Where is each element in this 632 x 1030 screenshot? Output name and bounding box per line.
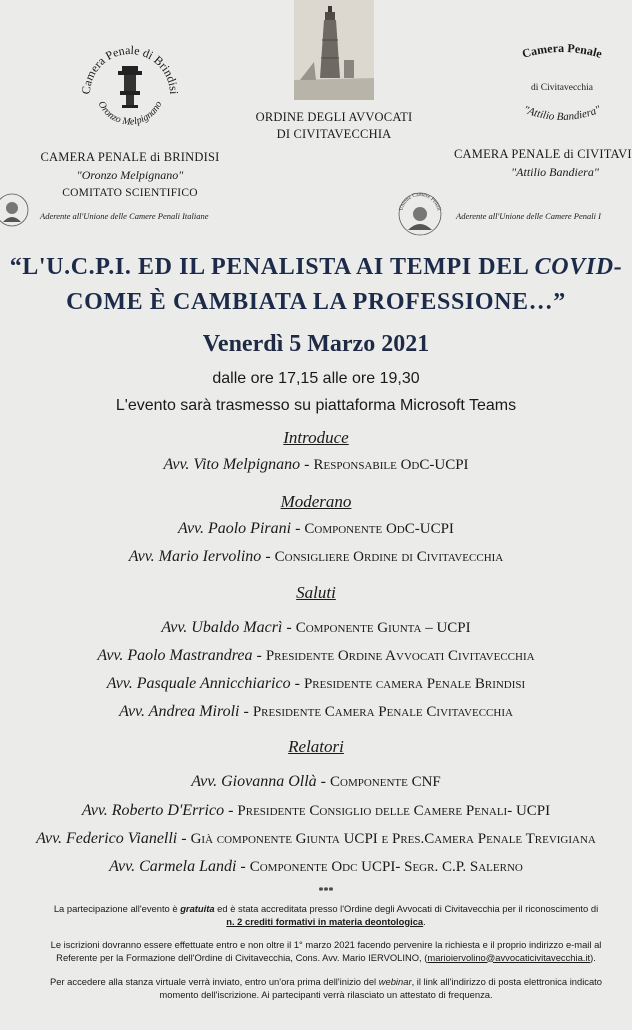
title-italic: COVID-	[534, 254, 623, 280]
p3-c: momento dell'iscrizione. Ai partecipanti verrà rilasciato un attestato di frequenza.	[159, 988, 493, 1000]
right-ucpi-seal	[396, 190, 444, 238]
person-role: Componente Odc UCPI- Segr. C.P. Salerno	[249, 859, 523, 875]
left-membership: Aderente all'Unione delle Camere Penali Italiane	[40, 211, 209, 221]
person-name: Avv. Andrea Miroli	[119, 703, 240, 720]
left-org-name: CAMERA PENALE di BRINDISI	[40, 150, 220, 164]
seal-arc-subtext: Oronzo Melpignano	[95, 99, 165, 128]
person-role: Presidente Camera Penale Civitavecchia	[252, 704, 513, 720]
section-relatori-heading: Relatori	[288, 737, 344, 756]
person-name: Avv. Carmela Landi	[109, 858, 237, 875]
person-row: Avv. Ubaldo Macrì - Componente Giunta – UCPI	[161, 619, 471, 636]
section-saluti-heading: Saluti	[296, 583, 336, 602]
person-name: Avv. Roberto D'Errico	[81, 802, 225, 819]
footer-paragraph-3	[0, 976, 632, 1001]
person-row: Avv. Pasquale Annicchiarico - Presidente camera Penale Brindisi	[106, 675, 526, 692]
center-org-line1: ORDINE DEGLI AVVOCATI	[255, 110, 413, 124]
person-row: Avv. Giovanna Ollà - Componente CNF	[191, 773, 441, 790]
person-name: Avv. Vito Melpignano	[163, 456, 301, 473]
separator: ***	[318, 886, 334, 897]
person-name: Avv. Paolo Pirani	[178, 520, 292, 537]
person-row: Avv. Roberto D'Errico - Presidente Consiglio delle Camere Penali- UCPI	[81, 802, 551, 819]
person-name: Avv. Ubaldo Macrì	[161, 619, 283, 636]
right-membership: Aderente all'Unione delle Camere Penali I	[456, 211, 601, 221]
person-name: Avv. Pasquale Annicchiarico	[106, 675, 291, 692]
lighthouse-image	[294, 0, 374, 100]
p1-b: gratuita	[180, 903, 215, 914]
p3-a: Per accedere alla stanza virtuale verrà inviato, entro un'ora prima dell'inizio del	[49, 976, 379, 987]
p2-c: ).	[590, 951, 596, 963]
left-ucpi-seal	[0, 192, 30, 228]
p2-a: Le iscrizioni dovranno essere effettuate entro e non oltre il 1° marzo 2021 facendo pervenire la richiesta e il proprio indirizzo e-mail al	[50, 939, 602, 950]
person-role: Già componente Giunta UCPI e Pres.Camera Penale Trevigiana	[190, 831, 596, 847]
person-name: Avv. Federico Vianelli	[36, 830, 178, 847]
person-role: Presidente Consiglio delle Camere Penali- UCPI	[237, 803, 551, 819]
left-org-subtitle: "Oronzo Melpignano"	[76, 168, 184, 182]
person-row: Avv. Paolo Pirani - Componente OdC-UCPI	[178, 520, 454, 537]
right-org-subtitle: "Attilio Bandiera"	[511, 165, 599, 179]
person-role: Responsabile OdC-UCPI	[313, 457, 469, 473]
person-name: Avv. Giovanna Ollà	[191, 773, 317, 790]
person-row: Avv. Andrea Miroli - Presidente Camera Penale Civitavecchia	[119, 703, 513, 720]
right-org-name: CAMERA PENALE di CIVITAVI	[454, 147, 632, 161]
p3-webinar: webinar	[378, 976, 412, 987]
svg-text:Camera Penale	[521, 41, 605, 61]
person-row: Avv. Mario Iervolino - Consigliere Ordine di Civitavecchia	[128, 548, 504, 565]
person-role: Consigliere Ordine di Civitavecchia	[274, 549, 504, 565]
camera-penale-civitavecchia-logo	[492, 40, 632, 136]
camera-penale-brindisi-seal	[70, 32, 190, 148]
person-role: Componente Giunta – UCPI	[295, 620, 471, 636]
event-title-line1	[0, 254, 632, 281]
footer-paragraph-2	[0, 939, 632, 964]
p1-a: La partecipazione all'evento è	[53, 903, 181, 914]
person-name: Avv. Mario Iervolino	[128, 548, 262, 565]
footer-paragraph-1	[0, 903, 632, 928]
section-moderano-heading: Moderano	[280, 492, 352, 511]
person-role: Componente OdC-UCPI	[304, 521, 454, 537]
person-role: Componente CNF	[330, 774, 441, 790]
center-org-line2: DI CIVITAVECCHIA	[276, 127, 392, 141]
left-committee: COMITATO SCIENTIFICO	[62, 187, 198, 199]
logo-line1: Camera Penale	[520, 40, 604, 61]
event-date: Venerdì 5 Marzo 2021	[202, 331, 430, 357]
p2-b: Referente per la Formazione dell'Ordine di Civitavecchia, Cons. Avv. Mario IERVOLINO, (	[56, 951, 428, 963]
event-platform: L'evento sarà trasmesso su piattaforma Microsoft Teams	[115, 397, 517, 414]
person-row: Avv. Federico Vianelli - Già componente Giunta UCPI e Pres.Camera Penale Trevigiana	[36, 830, 596, 847]
seal-arc-text: Camera Penale di Brindisi	[78, 42, 182, 95]
title-prefix: “L'U.C.P.I. ED IL PENALISTA AI TEMPI DEL	[9, 254, 535, 280]
right-seal-text: Unione Camere Penali	[398, 191, 442, 212]
person-role: Presidente camera Penale Brindisi	[303, 676, 526, 692]
p1-d: n. 2 crediti formativi in materia deontologica	[226, 915, 424, 927]
logo-line3: "Attilio Bandiera"	[521, 103, 603, 124]
person-name: Avv. Paolo Mastrandrea	[97, 647, 253, 664]
email-link[interactable]: marioiervolino@avvocaticivitavecchia.it	[427, 951, 591, 963]
person-row: Avv. Paolo Mastrandrea - Presidente Ordine Avvocati Civitavecchia	[97, 647, 535, 664]
p3-b: , il link all'indirizzo di posta elettronica indicato	[411, 976, 603, 987]
person-role: Presidente Ordine Avvocati Civitavecchia	[265, 648, 535, 664]
section-introduce-heading: Introduce	[283, 428, 349, 447]
person-row: Avv. Carmela Landi - Componente Odc UCPI- Segr. C.P. Salerno	[109, 858, 523, 875]
svg-text:"Attilio Bandiera"	[522, 103, 603, 123]
p1-c: ed è stata accreditata presso l'Ordine degli Avvocati di Civitavecchia per il riconoscimento di	[214, 903, 599, 914]
logo-line2: di Civitavecchia	[531, 83, 593, 93]
event-time: dalle ore 17,15 alle ore 19,30	[212, 370, 420, 387]
person-row: Avv. Vito Melpignano - Responsabile OdC-UCPI	[163, 456, 469, 473]
p1-e: .	[423, 915, 426, 927]
event-title-line2: COME È CAMBIATA LA PROFESSIONE…”	[66, 289, 566, 315]
